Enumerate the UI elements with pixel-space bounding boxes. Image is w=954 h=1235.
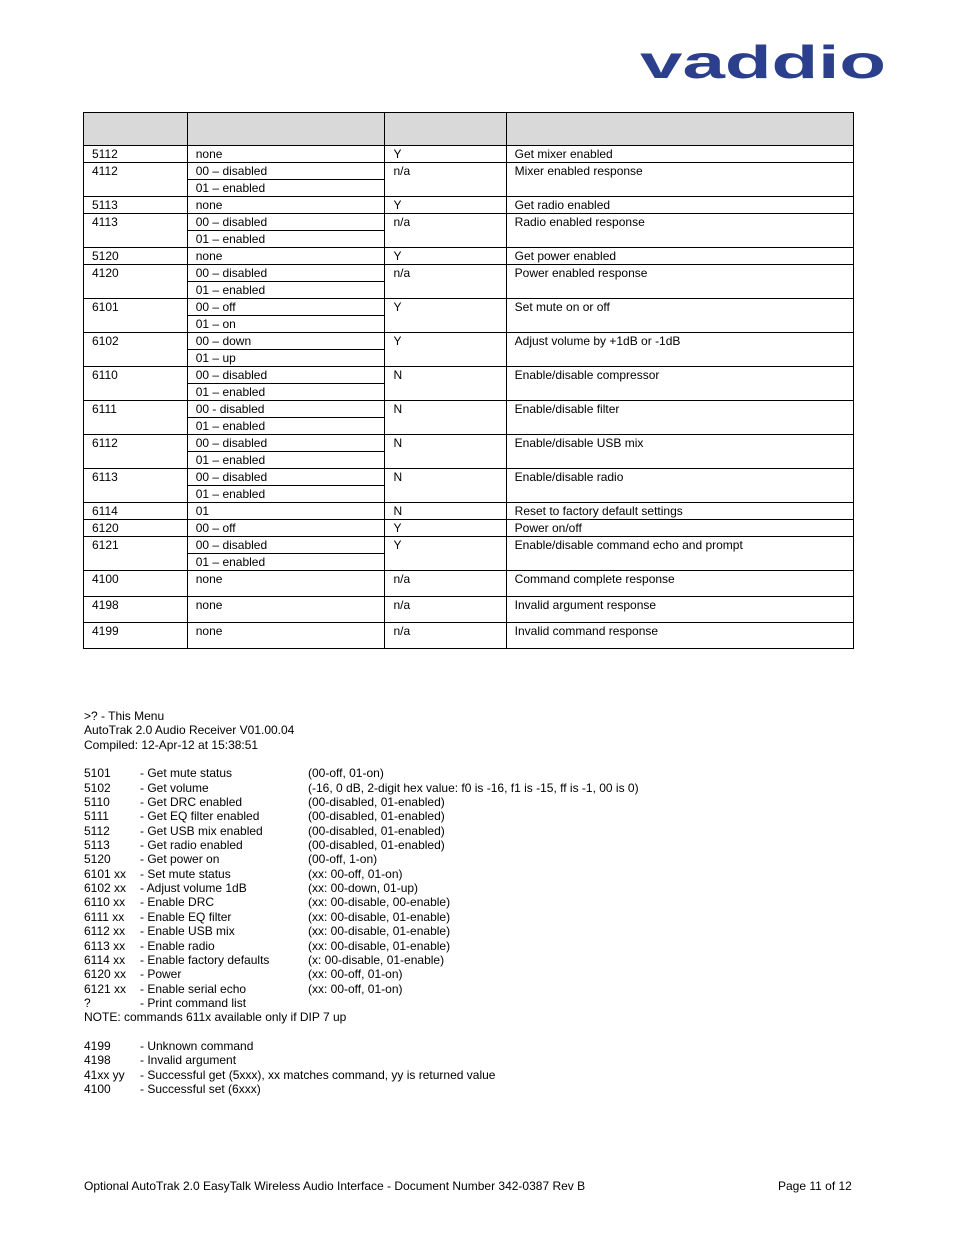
menu-command-line [84,809,639,823]
menu-command-code: 5101 [84,766,111,781]
argument-cell: 01 – enabled [187,384,385,401]
menu-command-code: 5112 [84,823,110,838]
menu-command-line [84,924,639,938]
menu-response-line [84,1039,639,1053]
menu-command-line [84,939,639,953]
menu-response-code: 41xx yy [84,1067,125,1082]
description-cell: Reset to factory default settings [506,503,853,520]
menu-command-code: 6121 xx [84,981,127,996]
response-cell: N [385,401,506,435]
response-cell: Y [385,299,506,333]
menu-command-code: 6111 xx [84,909,125,924]
menu-command-desc: - Get USB mix enabled [140,823,263,838]
command-code-cell: 4112 [84,163,188,197]
description-cell: Enable/disable USB mix [506,435,853,469]
menu-command-code: 6113 xx [84,938,126,953]
description-cell: Enable/disable compressor [506,367,853,401]
menu-command-values: (00-off, 01-on) [308,766,384,781]
menu-command-line [84,824,639,838]
menu-command-line [84,781,639,795]
menu-command-code: 6101 xx [84,866,127,881]
response-cell: N [385,367,506,401]
menu-command-desc: - Set mute status [140,866,231,881]
argument-cell: 01 – up [187,350,385,367]
response-cell: N [385,435,506,469]
vaddio-logo [640,40,888,86]
description-cell: Mixer enabled response [506,163,853,197]
command-code-cell: 4198 [84,597,188,623]
menu-command-values: (xx: 00-disable, 01-enable) [308,924,451,939]
menu-command-values: (00-disabled, 01-enabled) [308,823,445,838]
command-table [83,112,854,649]
response-cell: Y [385,248,506,265]
table-row [84,503,854,520]
response-cell: n/a [385,214,506,248]
logo-text: vaddio [640,40,886,86]
menu-command-values: (xx: 00-down, 01-up) [308,881,419,896]
menu-intro-line: AutoTrak 2.0 Audio Receiver V01.00.04 [84,723,295,738]
command-code-cell: 5112 [84,146,188,163]
argument-cell: none [187,197,385,214]
menu-command-line [84,982,639,996]
menu-command-desc: - Get radio enabled [140,838,243,853]
command-code-cell: 4199 [84,623,188,649]
menu-response-line [84,1053,639,1067]
command-code-cell: 6120 [84,520,188,537]
menu-response-desc: - Invalid argument [140,1053,237,1068]
menu-command-desc: - Enable EQ filter [140,909,232,924]
menu-command-line [84,766,639,780]
command-code-cell: 6121 [84,537,188,571]
argument-cell: 00 – disabled [187,537,385,554]
description-cell: Adjust volume by +1dB or -1dB [506,333,853,367]
menu-command-values: (-16, 0 dB, 2-digit hex value: f0 is -16, f1 is -15, ff is -1, 00 is 0) [308,780,639,795]
response-cell: n/a [385,571,506,597]
menu-command-values: (xx: 00-off, 01-on) [308,866,403,881]
command-code-cell: 6101 [84,299,188,333]
menu-command-values: (00-disabled, 01-enabled) [308,809,445,824]
menu-response-line [84,1082,639,1096]
menu-command-desc: - Get DRC enabled [140,795,243,810]
command-code-cell: 6112 [84,435,188,469]
menu-command-line [84,953,639,967]
argument-cell: none [187,623,385,649]
menu-command-line [84,967,639,981]
menu-command-code: 6120 xx [84,967,127,982]
table-row [84,537,854,554]
menu-command-line [84,910,639,924]
menu-intro-line: Compiled: 12-Apr-12 at 15:38:51 [84,737,259,752]
menu-command-code: 6110 xx [84,895,126,910]
table-row [84,163,854,180]
argument-cell: none [187,571,385,597]
menu-command-code: 5120 [84,852,111,867]
menu-intro-line: >? - This Menu [84,709,165,723]
table-row [84,333,854,350]
table-row [84,597,854,623]
menu-command-code: 5111 [84,809,109,824]
menu-command-code: 5110 [84,795,110,810]
menu-command-values: (xx: 00-off, 01-on) [308,967,403,982]
table-row [84,401,854,418]
description-cell: Command complete response [506,571,853,597]
argument-cell: 01 – enabled [187,554,385,571]
description-cell: Enable/disable radio [506,469,853,503]
description-cell: Get radio enabled [506,197,853,214]
argument-cell: 01 – enabled [187,452,385,469]
footer-page-number: Page 11 of 12 [778,1179,852,1193]
argument-cell: none [187,248,385,265]
argument-cell: 00 – down [187,333,385,350]
command-code-cell: 4100 [84,571,188,597]
command-code-cell: 5120 [84,248,188,265]
menu-command-desc: - Enable USB mix [140,924,235,939]
table-row [84,214,854,231]
command-code-cell: 4120 [84,265,188,299]
menu-command-desc: - Print command list [140,995,247,1010]
menu-command-values: (xx: 00-off, 01-on) [308,981,403,996]
table-row [84,197,854,214]
menu-command-code: 5102 [84,780,111,795]
argument-cell: 00 – disabled [187,163,385,180]
argument-cell: 01 – enabled [187,231,385,248]
response-cell: N [385,469,506,503]
response-cell: Y [385,333,506,367]
menu-command-values: (xx: 00-disable, 00-enable) [308,895,451,910]
menu-response-desc: - Successful set (6xxx) [140,1081,261,1096]
table-row [84,146,854,163]
description-cell: Get mixer enabled [506,146,853,163]
response-cell: n/a [385,623,506,649]
menu-command-values: (00-disabled, 01-enabled) [308,838,445,853]
menu-note: NOTE: commands 611x available only if DIP 7 up [84,1010,347,1025]
argument-cell: 00 – disabled [187,435,385,452]
menu-command-desc: - Adjust volume 1dB [140,881,247,896]
menu-command-line [84,881,639,895]
menu-response-code: 4100 [84,1081,111,1096]
table-header-row [84,113,854,146]
table-row [84,435,854,452]
menu-command-desc: - Enable serial echo [140,981,247,996]
response-cell: Y [385,197,506,214]
argument-cell: 00 – disabled [187,265,385,282]
serial-menu-listing [84,709,639,1096]
argument-cell: 01 – enabled [187,486,385,503]
menu-command-values: (xx: 00-disable, 01-enable) [308,938,451,953]
menu-response-code: 4199 [84,1038,111,1053]
response-cell: n/a [385,597,506,623]
description-cell: Enable/disable command echo and prompt [506,537,853,571]
table-row [84,265,854,282]
command-code-cell: 6114 [84,503,188,520]
argument-cell: 01 – enabled [187,180,385,197]
description-cell: Set mute on or off [506,299,853,333]
table-row [84,469,854,486]
description-cell: Radio enabled response [506,214,853,248]
menu-command-code: 6114 xx [84,952,126,967]
response-cell: n/a [385,265,506,299]
menu-command-line [84,895,639,909]
argument-cell: 01 – on [187,316,385,333]
description-cell: Get power enabled [506,248,853,265]
command-code-cell: 6113 [84,469,188,503]
menu-command-line [84,867,639,881]
table-row [84,520,854,537]
description-cell: Invalid command response [506,623,853,649]
menu-response-desc: - Successful get (5xxx), xx matches command, yy is returned value [140,1067,496,1082]
table-row [84,248,854,265]
menu-command-code: ? [84,995,91,1010]
response-cell: n/a [385,163,506,197]
menu-command-line [84,838,639,852]
argument-cell: 00 - disabled [187,401,385,418]
menu-command-code: 6112 xx [84,924,126,939]
argument-cell: 01 – enabled [187,418,385,435]
description-cell: Power enabled response [506,265,853,299]
menu-command-desc: - Enable factory defaults [140,952,270,967]
argument-cell: 00 – disabled [187,367,385,384]
argument-cell: none [187,597,385,623]
menu-response-desc: - Unknown command [140,1038,254,1053]
table-row [84,299,854,316]
menu-response-line [84,1068,639,1082]
command-code-cell: 6111 [84,401,188,435]
command-code-cell: 6102 [84,333,188,367]
menu-command-desc: - Get power on [140,852,220,867]
menu-command-code: 6102 xx [84,881,127,896]
description-cell: Invalid argument response [506,597,853,623]
menu-command-desc: - Get volume [140,780,209,795]
menu-command-line [84,852,639,866]
argument-cell: 00 – off [187,520,385,537]
table-row [84,623,854,649]
menu-command-values: (00-disabled, 01-enabled) [308,795,445,810]
response-cell: Y [385,537,506,571]
menu-command-values: (00-off, 1-on) [308,852,378,867]
menu-response-code: 4198 [84,1053,111,1068]
argument-cell: 00 – off [187,299,385,316]
argument-cell: 01 – enabled [187,282,385,299]
argument-cell: 00 – disabled [187,214,385,231]
menu-command-code: 5113 [84,838,110,853]
argument-cell: 00 – disabled [187,469,385,486]
argument-cell: 01 [187,503,385,520]
menu-command-line [84,996,639,1010]
menu-command-desc: - Enable radio [140,938,215,953]
argument-cell: none [187,146,385,163]
menu-command-values: (xx: 00-disable, 01-enable) [308,909,451,924]
table-row [84,571,854,597]
command-code-cell: 5113 [84,197,188,214]
command-code-cell: 6110 [84,367,188,401]
menu-command-line [84,795,639,809]
menu-command-values: (x: 00-disable, 01-enable) [308,952,445,967]
menu-command-desc: - Power [140,967,182,982]
description-cell: Power on/off [506,520,853,537]
response-cell: Y [385,520,506,537]
response-cell: N [385,503,506,520]
footer-document-info: Optional AutoTrak 2.0 EasyTalk Wireless Audio Interface - Document Number 342-0387 Rev B [84,1179,586,1193]
response-cell: Y [385,146,506,163]
description-cell: Enable/disable filter [506,401,853,435]
command-code-cell: 4113 [84,214,188,248]
table-row [84,367,854,384]
menu-command-desc: - Get mute status [140,766,233,781]
menu-command-desc: - Enable DRC [140,895,215,910]
menu-command-desc: - Get EQ filter enabled [140,809,260,824]
